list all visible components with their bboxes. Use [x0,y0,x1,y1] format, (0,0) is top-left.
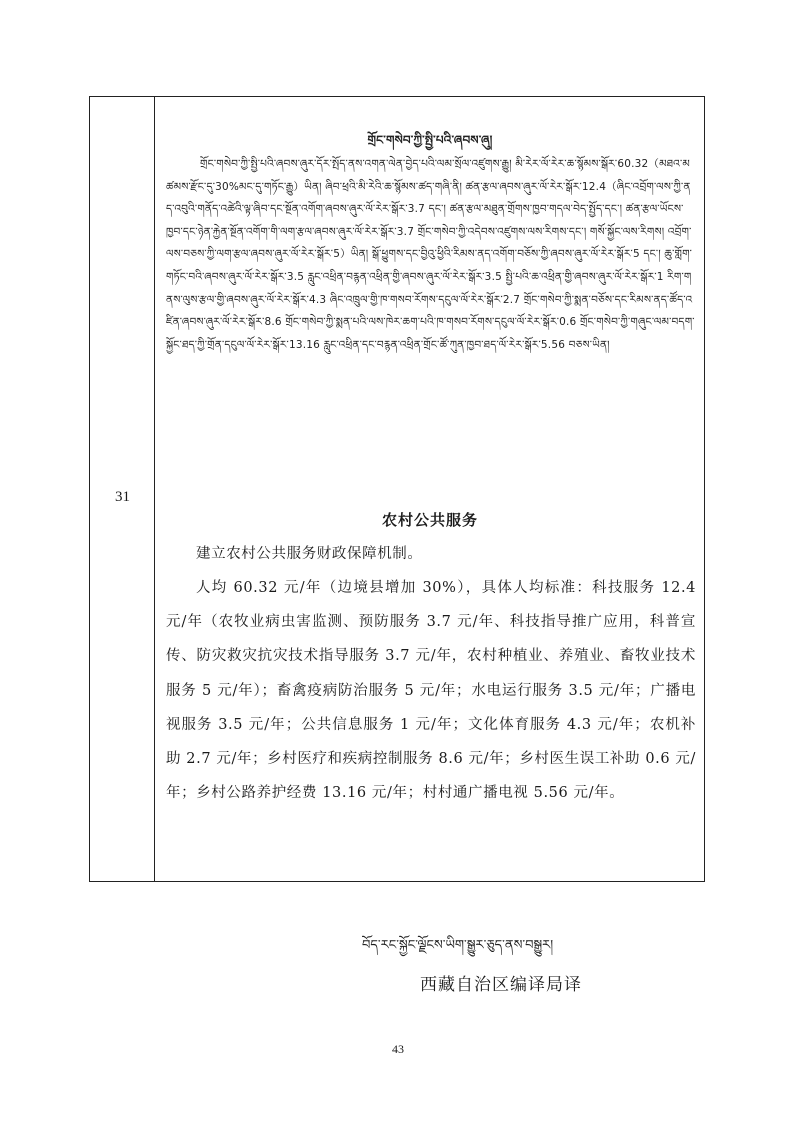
chinese-title: 农村公共服务 [381,511,478,529]
tibetan-translator-credit: བོད་རང་སྐྱོང་ལྗོངས་ཡིག་སྒྱུར་ཅུད་ནས་བསྒྱུར། [362,938,554,953]
tibetan-paragraph: གྲོང་གསེབ་ཀྱི་སྤྱི་པའི་ཞབས་ཞུར་དོར་སྤོད་ནས་འགན་ལེན་བྱེད་པའི་ལམ་སྲོལ་འཛུགས་རྒྱུ། མི་རེར་ལོ་རེར་ཆ་སྙོམས་སྒོར་60.32（མཐའ་མཚམས་རྫོང་དུ་30%མང་དུ་གཏོང་རྒྱུ）ཡིན། ཞིབ་ཕྲའི་མི་རེའི་ཆ་སྙོམས་ཚད་གཞི་ནི། ཚན་རྩལ་ཞབས་ཞུར་ལོ་རེར་སྒོར་12.4（ཞིང་འབྲོག་ལས་ཀྱི་ནད་འབུའི་གནོད་འཚེའི་ལྟ་ཞིབ་དང་སྔོན་འགོག་ཞབས་ཞུར་ལོ་རེར་སྒོར་3.7 དང་། ཚན་རྩལ་མཐུན་གྲོགས་ཁྱབ་གདལ་བེད་སྤྱོད་དང་། ཚན་རྩལ་ཡོངས་ཁྱབ་དང་ཉེན་རྐྱེན་སྔོན་འགོག་གི་ལག་རྩལ་ཞབས་ཞུར་ལོ་རེར་སྒོར་3.7 གྲོང་གསེབ་ཀྱི་འདེབས་འཛུགས་ལས་རིགས་དང་། གསོ་སྐྱོང་ལས་རིགས། འབྲོག་ལས་བཅས་ཀྱི་ལག་རྩལ་ཞབས་ཞུར་ལོ་རེར་སྒོར་5）ཡིན། སྒོ་ཕྱུགས་དང་བྱིའུ་ཕྱིའི་རིམས་ནད་འགོག་བཅོས་ཀྱི་ཞབས་ཞུར་ལོ་རེར་སྒོར་5 དང་། ཆུ་གློག་གཏོང་བའི་ཞབས་ཞུར་ལོ་རེར་སྒོར་3.5 རླུང་འཕྲིན་བརྙན་འཕྲིན་གྱི་ཞབས་ཞུར་ལོ་རེར་སྒོར་3.5 སྤྱི་པའི་ཆ་འཕྲིན་གྱི་ཞབས་ཞུར་ལོ་རེར་སྒོར་1 རིག་གནས་ལུས་རྩལ་གྱི་ཞབས་ཞུར་ལོ་རེར་སྒོར་4.3 ཞིང་འཁྲུལ་གྱི་ཁ་གསབ་རོགས་དངུལ་ལོ་རེར་སྒོར་2.7 གྲོང་གསེབ་ཀྱི་སྨན་བཅོས་དང་རིམས་ནད་ཚོད་འཛིན་ཞབས་ཞུར་ལོ་རེར་སྒོར་8.6 གྲོང་གསེབ་ཀྱི་སྨན་པའི་ལས་ཁེར་ཆག་པའི་ཁ་གསབ་རོགས་དངུལ་ལོ་རེར་སྒོར་0.6 གྲོང་གསེབ་ཀྱི་གཞུང་ལམ་བདག་སྐྱོང་ཐད་ཀྱི་གྲོན་དངུལ་ལོ་རེར་སྒོར་13.16 རླུང་འཕྲིན་དང་བརྙན་འཕྲིན་གྲོང་ཚོ་ཀུན་ཁྱབ་ཐད་ལོ་རེར་སྒོར་5.56 བཅས་ཡིན། [166,158,695,351]
chinese-paragraph-1: 建立农村公共服务财政保障机制。 [196,546,423,562]
chinese-translator-credit: 西藏自治区编译局译 [420,975,582,995]
row-number: 31 [115,489,130,505]
content-cell [156,97,704,881]
page-number: 43 [392,1042,404,1056]
row-number-column [90,97,155,881]
tibetan-title: གྲོང་གསེབ་ཀྱི་སྤྱི་པའི་ཞབས་ཞུ། [367,133,493,147]
chinese-paragraph-2: 人均 60.32 元/年（边境县增加 30%），具体人均标准：科技服务 12.4 元/年（农牧业病虫害监测、预防服务 3.7 元/年、科技指导推广应用，科普宣传、防灾救灾抗灾技术指导服务 3.7 元/年，农村种植业、养殖业、畜牧业技术服务 5 元/年）；畜禽疫病防治服务 5 元/年；水电运行服务 3.5 元/年；广播电视服务 3.5 元/年；公共信息服务 1 元/年；文化体育服务 4.3 元/年；农机补助 2.7 元/年；乡村医疗和疾病控制服务 8.6 元/年；乡村医生误工补助 0.6 元/年；乡村公路养护经费 13.16 元/年；村村通广播电视 5.56 元/年。 [166,580,696,802]
content-table [89,96,705,882]
